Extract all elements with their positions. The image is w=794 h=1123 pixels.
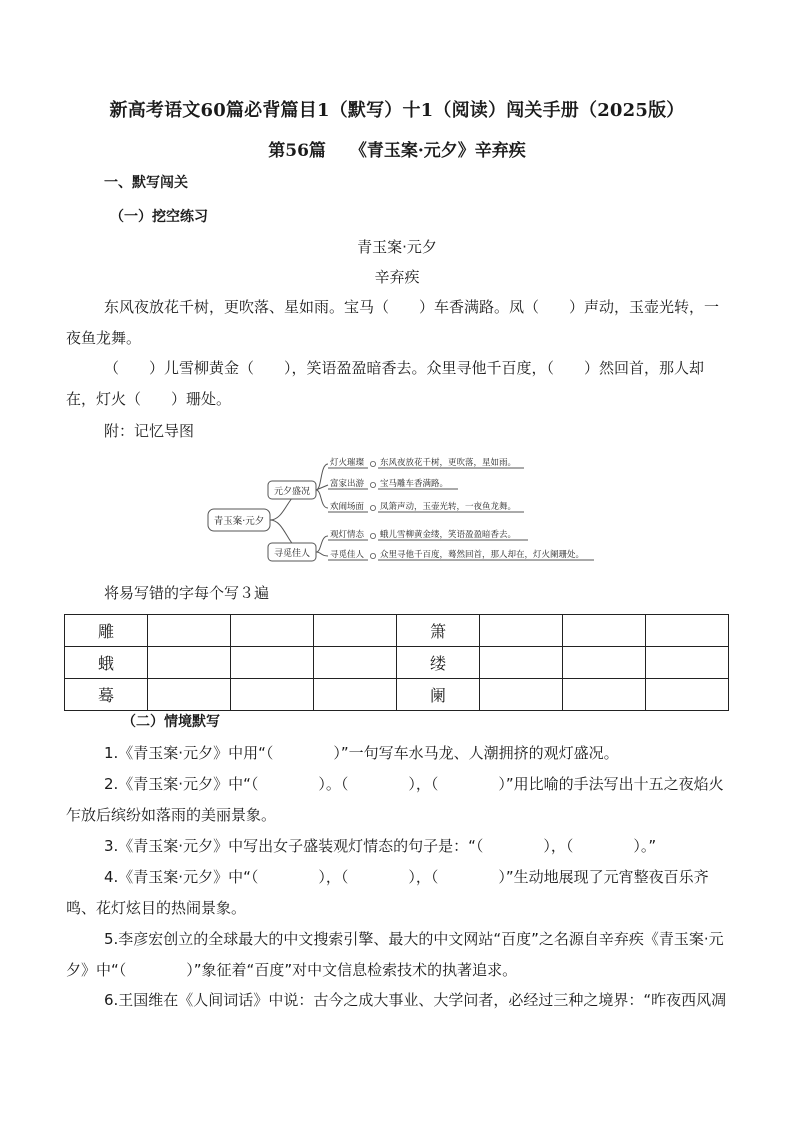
writing-cell[interactable] [314,647,397,679]
poem-stanza-2: （ ）儿雪柳黄金（ ），笑语盈盈暗香去。众里寻他千百度，（ ）然回首，那人却在，灯火（ ）珊处。 [66,359,705,408]
writing-cell[interactable] [646,679,729,711]
writing-cell[interactable] [148,615,231,647]
writing-cell[interactable] [148,679,231,711]
mindmap-connector [316,485,328,490]
mindmap-leaf [328,529,528,540]
mindmap-leaf-text: 凤箫声动，玉壶光转，一夜鱼龙舞。 [380,502,517,512]
mindmap-leaf-tag: 寻觅佳人 [330,550,365,560]
writing-cell[interactable] [231,679,314,711]
document-subtitle: 第56篇 《青玉案·元夕》辛弃疾 [268,141,526,161]
mindmap-node-dot [370,505,375,510]
mindmap-node-dot [370,533,375,538]
mindmap-connector [316,490,328,508]
practice-char: 蛾 [65,647,148,679]
mindmap-leaf [328,501,524,512]
poem-stanza-1: 东风夜放花千树，更吹落、星如雨。宝马（ ）车香满路。凤（ ）声动，玉壶光转，一夜鱼龙舞。 [66,298,720,347]
writing-cell[interactable] [646,615,729,647]
mindmap-node-dot [370,482,375,487]
document-title: 新高考语文60篇必背篇目1（默写）十1（阅读）闯关手册（2025版） [109,100,685,121]
mindmap-branch-label: 元夕盛况 [273,487,311,497]
mindmap-connector [316,536,328,552]
question-5: 5.李彦宏创立的全球最大的中文搜索引擎、最大的中文网站“百度”之名源自辛弃疾《青玉案·元夕》中“（ ）”象征着“百度”对中文信息检索技术的执著追求。 [66,930,724,979]
practice-char: 蓦 [65,679,148,711]
section-heading-dictation: 一、默写闯关 [104,175,188,191]
practice-char: 阑 [397,679,480,711]
mindmap-leaf-tag: 观灯情态 [330,530,365,540]
mindmap-leaf-text: 众里寻他千百度，蓦然回首，那人却在，灯火阑珊处。 [380,550,585,560]
mindmap-leaf-text: 东风夜放花千树，更吹落，星如雨。 [380,458,517,468]
mindmap-root-label: 青玉案·元夕 [213,516,265,527]
mindmap-branch-label: 寻觅佳人 [273,549,311,559]
mindmap-leaf [328,478,458,489]
writing-cell[interactable] [563,647,646,679]
table-row [65,615,729,647]
appendix-label: 附：记忆导图 [104,422,195,440]
practice-char: 缕 [397,647,480,679]
writing-cell[interactable] [563,679,646,711]
writing-cell[interactable] [231,647,314,679]
subsection-heading-fill-blank: （一）挖空练习 [110,209,208,225]
mindmap-connector [316,552,328,556]
mindmap-leaf-text: 蛾儿雪柳黄金缕，笑语盈盈暗香去。 [380,530,517,540]
subsection-heading-context-dictation: （二）情境默写 [122,714,220,730]
mindmap-leaf [328,549,594,560]
writing-cell[interactable] [314,615,397,647]
mindmap-leaf-tag: 欢闹场面 [330,502,365,512]
practice-caption: 将易写错的字每个写３遍 [104,584,270,602]
practice-char: 箫 [397,615,480,647]
writing-cell[interactable] [231,615,314,647]
mindmap-node-dot [370,553,375,558]
question-1: 1.《青玉案·元夕》中用“（ ）”一句写车水马龙、人潮拥挤的观灯盛况。 [104,744,619,762]
table-row [65,647,729,679]
mindmap-leaf-tag: 灯火璀璨 [330,458,365,468]
writing-cell[interactable] [480,679,563,711]
mindmap-leaf-text: 宝马雕车香满路。 [380,479,449,489]
poem-title: 青玉案·元夕 [357,238,437,256]
question-4: 4.《青玉案·元夕》中“（ ），（ ），（ ）”生动地展现了元宵整夜百乐齐鸣、花灯炫目的热闹景象。 [66,868,709,917]
writing-cell[interactable] [480,647,563,679]
question-6: 6.王国维在《人间词话》中说：古今之成大事业、大学问者，必经过三种之境界：“昨夜西风凋 [104,991,727,1009]
writing-cell[interactable] [646,647,729,679]
writing-cell[interactable] [314,679,397,711]
practice-char: 雕 [65,615,148,647]
writing-cell[interactable] [563,615,646,647]
mindmap-node-dot [370,461,375,466]
memory-mind-map [206,452,598,570]
mindmap-leaf [328,457,524,468]
writing-cell[interactable] [148,647,231,679]
writing-cell[interactable] [480,615,563,647]
question-3: 3.《青玉案·元夕》中写出女子盛装观灯情态的句子是：“（ ），（ ）。” [104,837,657,855]
table-row [65,679,729,711]
handwriting-practice-table [64,614,729,711]
question-2: 2.《青玉案·元夕》中“（ ）。（ ），（ ）”用比喻的手法写出十五之夜焰火乍放后缤纷如落雨的美丽景象。 [66,775,724,824]
poem-author: 辛弃疾 [374,268,420,286]
mindmap-leaf-tag: 富家出游 [330,479,365,489]
